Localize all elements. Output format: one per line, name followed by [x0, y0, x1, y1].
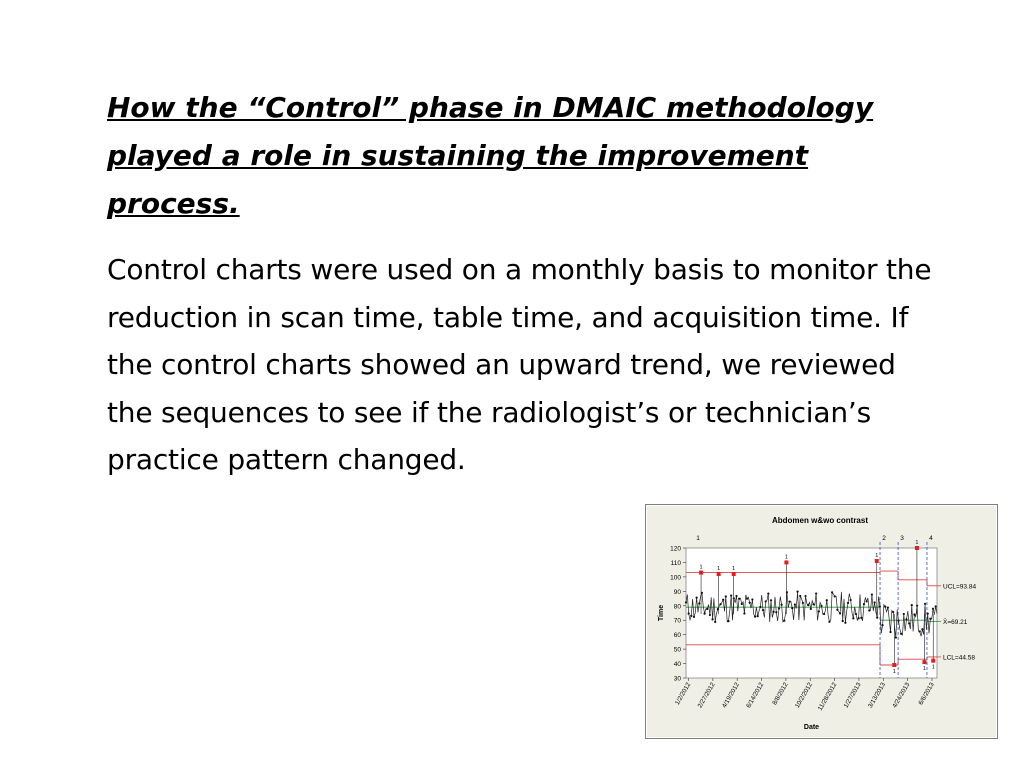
observation-point: [863, 603, 865, 605]
y-tick-label: 70: [673, 617, 681, 625]
x-tick-label: 3/13/2013: [866, 681, 888, 710]
y-axis-label: Time: [658, 604, 665, 622]
observation-point: [900, 633, 902, 635]
x-tick-label: 1/27/2013: [842, 681, 863, 710]
x-tick-label: 2/27/2012: [696, 681, 717, 710]
observation-point: [871, 593, 873, 595]
observation-point: [884, 606, 886, 608]
out-of-control-point: [915, 546, 919, 550]
observation-point: [759, 606, 761, 608]
observation-point: [775, 611, 777, 613]
stage-label: 3: [900, 535, 904, 542]
observation-point: [781, 604, 783, 606]
observation-point: [852, 617, 854, 619]
observation-point: [887, 606, 889, 608]
x-axis-label: Date: [803, 724, 820, 731]
observation-point: [730, 594, 732, 596]
observation-point: [911, 604, 913, 606]
observation-point: [844, 622, 846, 624]
plot-area: [686, 548, 937, 678]
observation-point: [810, 608, 812, 610]
out-of-control-point: [699, 571, 703, 575]
observation-point: [743, 612, 745, 614]
observation-point: [796, 590, 798, 592]
y-tick-label: 100: [670, 574, 681, 582]
observation-point: [725, 595, 727, 597]
observation-point: [698, 602, 700, 604]
observation-point: [866, 600, 868, 602]
observation-point: [921, 628, 923, 630]
x-tick-label: 11/28/2012: [816, 681, 839, 712]
observation-point: [897, 620, 899, 622]
observation-point: [834, 595, 836, 597]
x-tick-label: 10/2/2012: [793, 681, 814, 710]
observation-point: [749, 602, 751, 604]
out-of-control-point: [922, 660, 926, 664]
observation-point: [889, 631, 891, 633]
observation-point: [913, 613, 915, 615]
out-of-control-point: [732, 572, 736, 576]
x-tick-label: 8/8/2012: [771, 681, 790, 707]
observation-point: [826, 599, 828, 601]
observation-point: [818, 610, 820, 612]
y-tick-label: 80: [673, 603, 681, 611]
x-tick-label: 4/19/2012: [720, 681, 741, 710]
observation-point: [802, 602, 804, 604]
observation-point: [709, 614, 711, 616]
observation-point: [751, 598, 753, 600]
observation-point: [799, 595, 801, 597]
x-tick-label: 4/24/2013: [891, 681, 912, 710]
y-tick-label: 50: [673, 646, 681, 654]
observation-point: [873, 601, 875, 603]
observation-point: [719, 603, 721, 605]
out-of-control-point: [931, 659, 935, 663]
observation-point: [831, 591, 833, 593]
observation-point: [927, 613, 929, 615]
observation-point: [738, 598, 740, 600]
observation-point: [847, 602, 849, 604]
observation-point: [836, 609, 838, 611]
observation-point: [791, 607, 793, 609]
observation-point: [858, 617, 860, 619]
observation-point: [685, 601, 687, 603]
observation-point: [714, 621, 716, 623]
observation-point: [754, 615, 756, 617]
observation-point: [690, 615, 692, 617]
out-of-control-point: [784, 560, 788, 564]
y-tick-label: 40: [673, 661, 681, 669]
slide-heading: How the “Control” phase in DMAIC methodology played a role in sustaining the improvement process.: [107, 91, 874, 220]
observation-point: [828, 621, 830, 623]
observation-point: [860, 617, 862, 619]
observation-point: [706, 608, 708, 610]
observation-point: [850, 599, 852, 601]
x-tick-label: 6/6/2013: [917, 681, 936, 707]
observation-point: [932, 608, 934, 610]
observation-point: [778, 607, 780, 609]
observation-point: [908, 622, 910, 624]
observation-point: [876, 617, 878, 619]
observation-point: [804, 595, 806, 597]
observation-point: [741, 603, 743, 605]
observation-point: [881, 624, 883, 626]
out-of-control-point: [717, 572, 721, 576]
stage-label: 2: [882, 535, 886, 542]
observation-point: [855, 613, 857, 615]
y-tick-label: 90: [673, 588, 681, 596]
observation-point: [783, 620, 785, 622]
out-of-control-label: 1: [922, 666, 926, 673]
lcl-label: LCL=44.58: [943, 654, 975, 662]
observation-point: [722, 599, 724, 601]
observation-point: [868, 609, 870, 611]
y-tick-label: 110: [670, 559, 681, 567]
observation-point: [693, 616, 695, 618]
observation-point: [807, 604, 809, 606]
observation-point: [746, 598, 748, 600]
observation-point: [757, 615, 759, 617]
observation-point: [892, 611, 894, 613]
out-of-control-point: [892, 663, 896, 667]
observation-point: [765, 600, 767, 602]
observation-point: [815, 592, 817, 594]
observation-point: [812, 603, 814, 605]
out-of-control-label: 1: [699, 564, 703, 571]
observation-point: [839, 612, 841, 614]
center-label: X̄=69.21: [943, 618, 968, 626]
out-of-control-label: 1: [717, 566, 721, 572]
stage-label: 4: [929, 535, 933, 542]
observation-point: [762, 609, 764, 611]
slide-body-text: Control charts were used on a monthly basis to monitor the reduction in scan time, table time, and acquisition time. If the control charts showed an upward trend, we reviewed the sequences to see if the radiologist’s or technician’s practice pattern changed.: [107, 253, 932, 476]
out-of-control-label: 1: [875, 553, 879, 559]
out-of-control-label: 1: [892, 669, 896, 675]
observation-point: [770, 599, 772, 601]
observation-point: [919, 630, 921, 632]
observation-point: [773, 611, 775, 613]
observation-point: [820, 605, 822, 607]
control-chart-image: [645, 504, 998, 739]
observation-point: [794, 603, 796, 605]
out-of-control-label: 1: [915, 540, 919, 546]
out-of-control-label: 1: [732, 566, 736, 572]
observation-point: [767, 592, 769, 594]
out-of-control-point: [875, 559, 879, 563]
y-tick-label: 60: [673, 632, 681, 640]
observation-point: [696, 597, 698, 599]
x-tick-label: 1/2/2012: [673, 681, 693, 707]
observation-point: [788, 600, 790, 602]
observation-point: [842, 620, 844, 622]
y-tick-label: 120: [670, 545, 681, 553]
observation-point: [727, 620, 729, 622]
chart-title: Abdomen w&wo contrast: [771, 516, 869, 525]
control-chart: [645, 504, 998, 739]
observation-point: [895, 636, 897, 638]
out-of-control-label: 1: [931, 664, 935, 671]
observation-point: [879, 605, 881, 607]
observation-point: [711, 618, 713, 620]
out-of-control-label: 1: [784, 554, 788, 561]
stage-label: 1: [696, 535, 700, 542]
observation-point: [935, 605, 937, 607]
observation-point: [688, 613, 690, 615]
x-tick-label: 6/14/2012: [745, 681, 766, 710]
observation-point: [929, 618, 931, 620]
observation-point: [924, 603, 926, 605]
observation-point: [905, 618, 907, 620]
observation-point: [823, 613, 825, 615]
observation-point: [703, 613, 705, 615]
observation-point: [735, 595, 737, 597]
observation-point: [903, 613, 905, 615]
ucl-label: UCL=93.84: [943, 583, 977, 591]
y-tick-label: 30: [673, 675, 681, 683]
